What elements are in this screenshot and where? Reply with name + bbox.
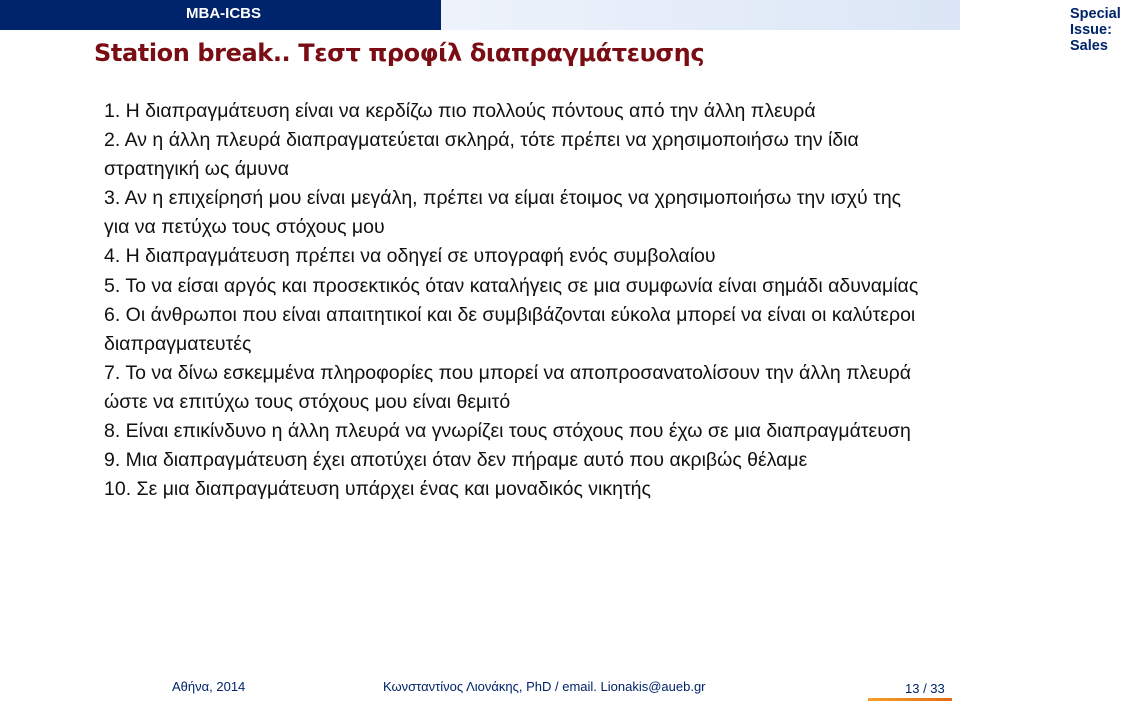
list-item: 6. Οι άνθρωποι που είναι απαιτητικοί και δε συμβιβάζονται εύκολα μπορεί να είναι οι καλύτεροι διαπραγματευτές [104, 303, 916, 355]
list-item: 5. Το να είσαι αργός και προσεκτικός όταν καταλήγεις σε μια συμφωνία είναι σημάδι αδυναμίας [104, 274, 919, 297]
footer-date: Αθήνα, 2014 [172, 679, 246, 694]
list-item: 1. Η διαπραγμάτευση είναι να κερδίζω πιο πολλούς πόντους από την άλλη πλευρά [104, 100, 816, 122]
issue-label: Special Issue: Sales [1070, 6, 1121, 54]
list-item: 3. Αν η επιχείρησή μου είναι μεγάλη, πρέπει να είμαι έτοιμος να χρησιμοποιήσω την ισχύ της για να πετύχω τους στόχους μου [104, 187, 902, 239]
list-item: 10. Σε μια διαπραγμάτευση υπάρχει ένας και μοναδικός νικητής [104, 478, 651, 501]
brand-label: MBA-ICBS [186, 5, 261, 22]
slide-title: Station break.. Τεστ προφίλ διαπραγμάτευσης [94, 39, 705, 67]
list-item: 7. Το να δίνω εσκεμμένα πληροφορίες που μπορεί να αποπροσανατολίσουν την άλλη πλευρά ώστε να επιτύχω τους στόχους μου είναι θεμιτό [104, 361, 912, 413]
page-number: 13 / 33 [905, 681, 945, 696]
list-item: 4. Η διαπραγμάτευση πρέπει να οδηγεί σε υπογραφή ενός συμβολαίου [104, 245, 716, 268]
footer-accent-rule [868, 698, 952, 701]
list-item: 8. Είναι επικίνδυνο η άλλη πλευρά να γνωρίζει τους στόχους που έχω σε μια διαπραγμάτευση [104, 420, 911, 443]
header-brand-panel [0, 0, 441, 30]
list-item: 2. Αν η άλλη πλευρά διαπραγματεύεται σκληρά, τότε πρέπει να χρησιμοποιήσω την ίδια στρατηγική ως άμυνα [104, 129, 859, 181]
list-item: 9. Μια διαπραγμάτευση έχει αποτύχει όταν δεν πήραμε αυτό που ακριβώς θέλαμε [104, 449, 808, 472]
footer-author: Κωνσταντίνος Λιονάκης, PhD / email. Lionakis@aueb.gr [383, 679, 706, 694]
footer [0, 670, 960, 716]
question-list [104, 97, 924, 504]
header-issue-panel [441, 0, 1121, 54]
